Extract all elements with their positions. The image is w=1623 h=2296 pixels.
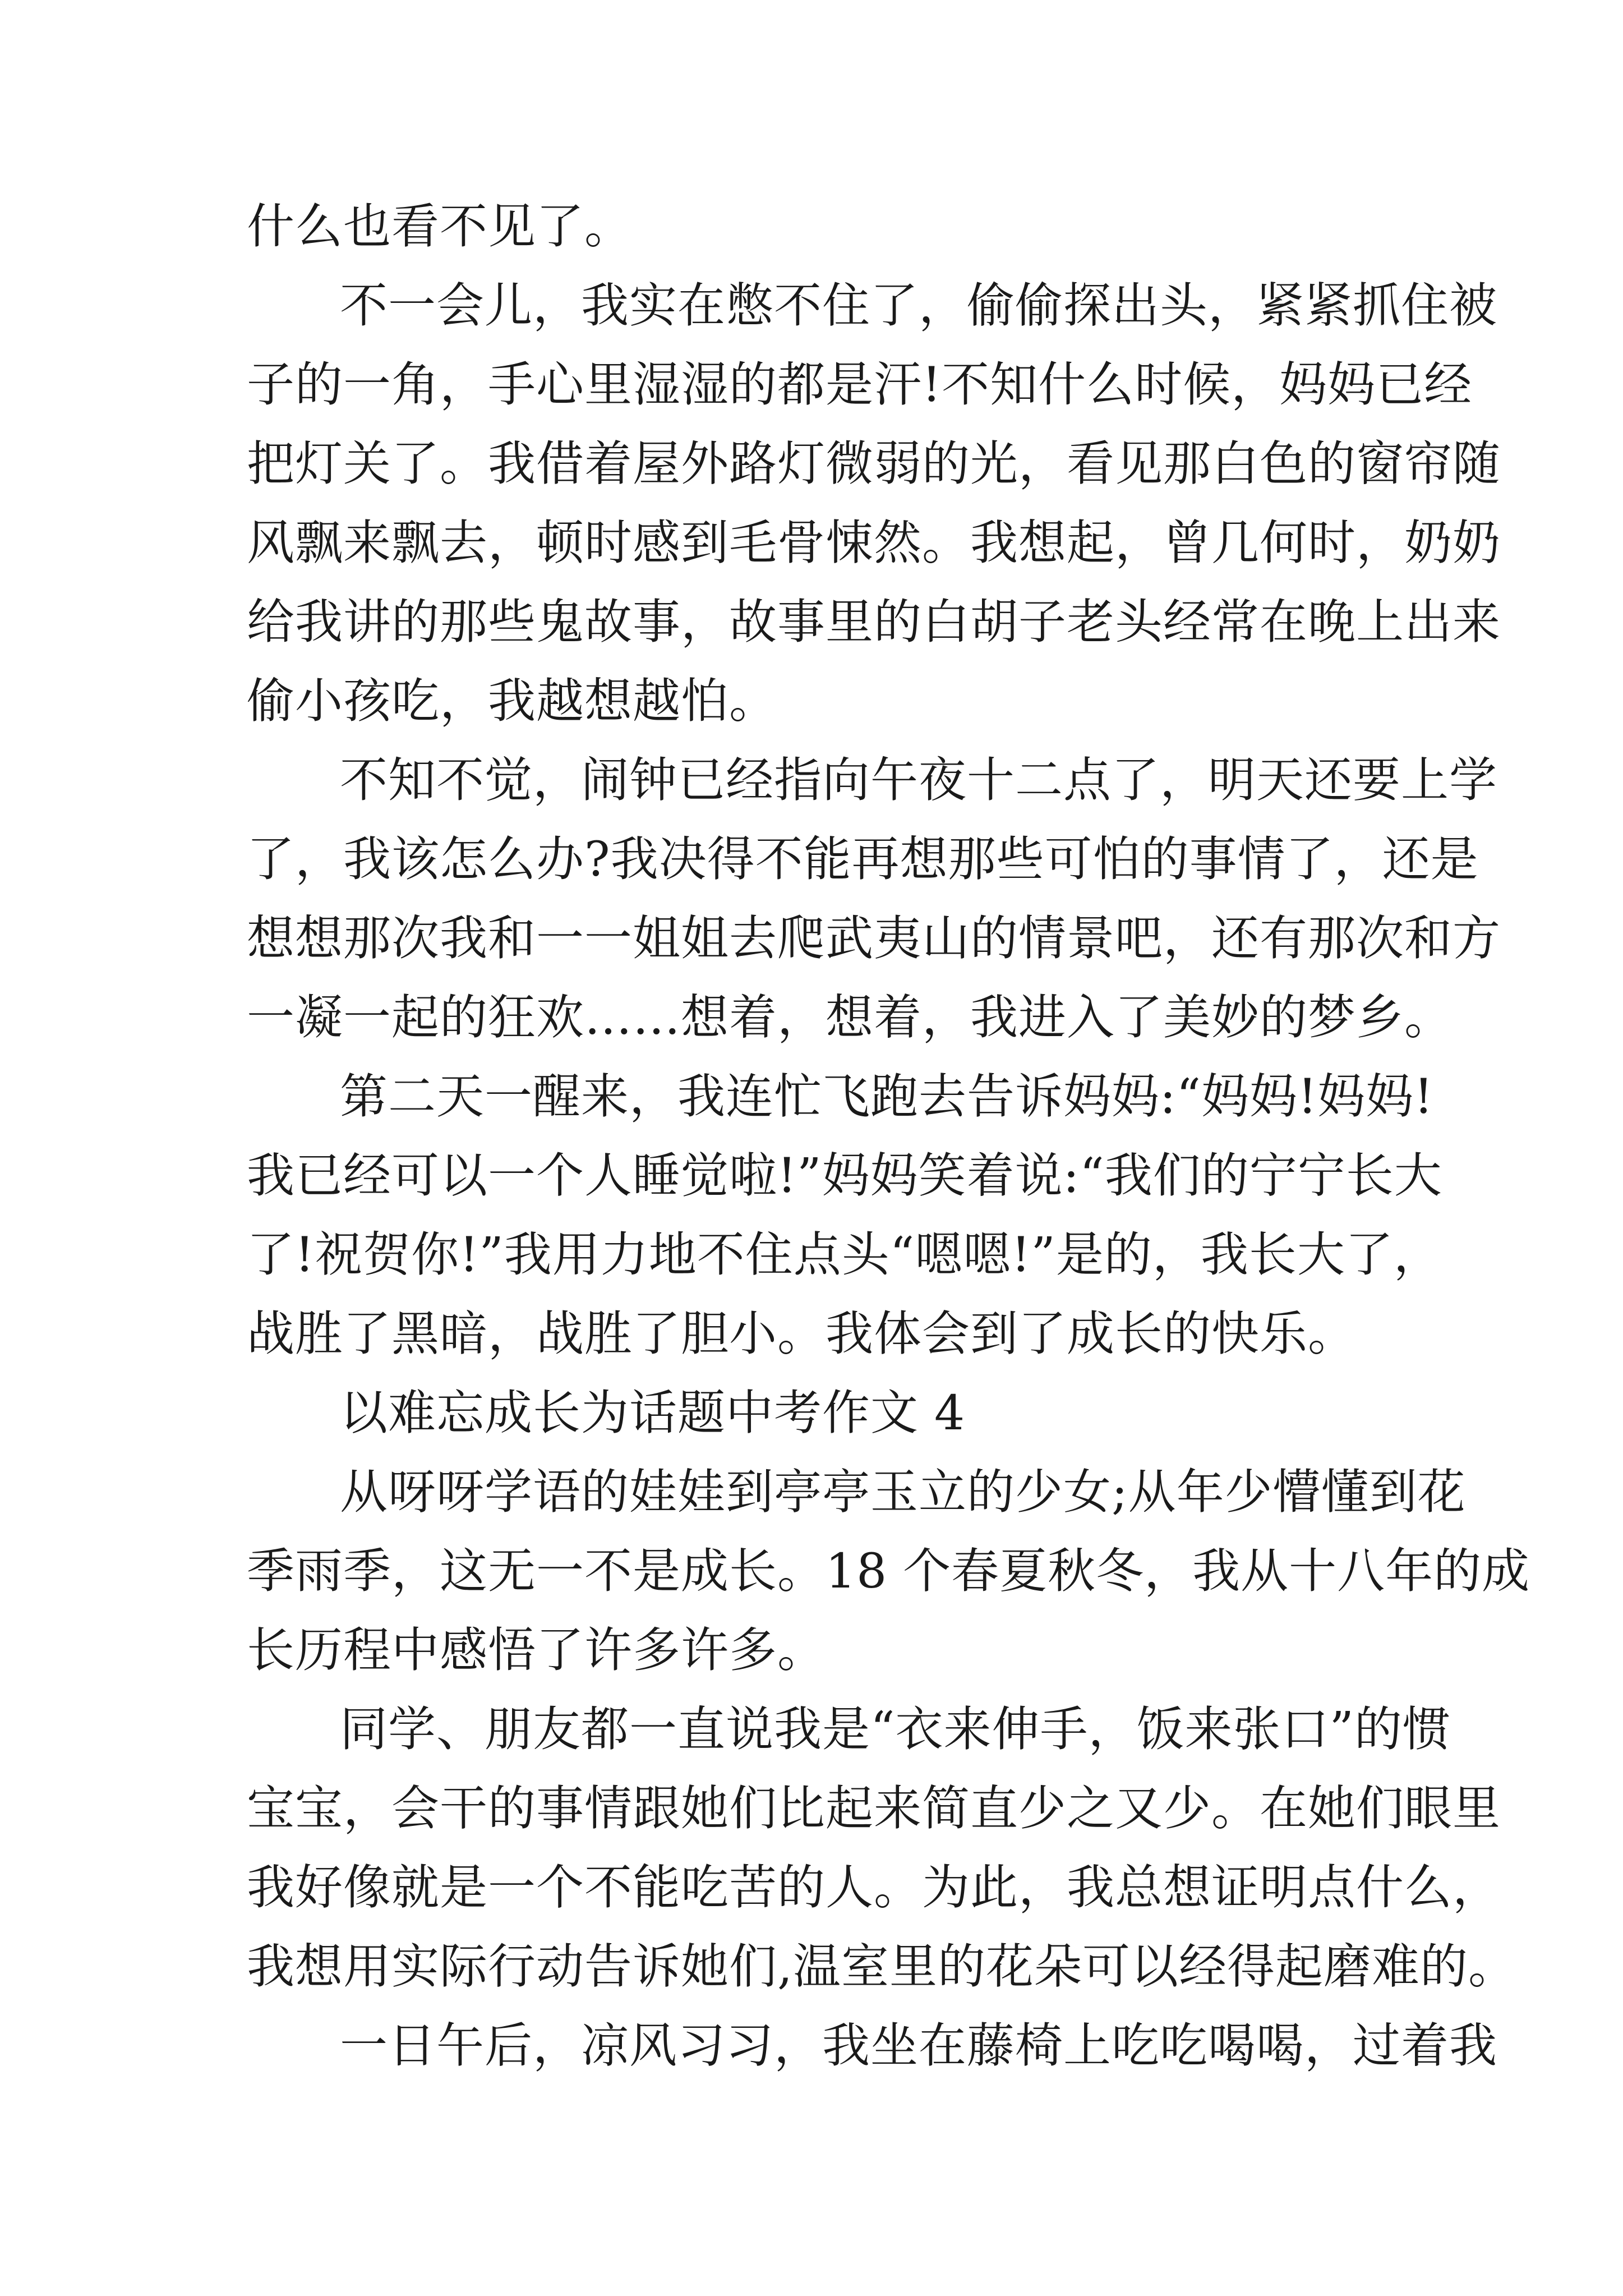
text-line: 了，我该怎么办?我决得不能再想那些可怕的事情了，还是 xyxy=(247,832,1479,887)
text-line: 子的一角，手心里湿湿的都是汗!不知什么时候，妈妈已经 xyxy=(247,357,1473,413)
text-line: 想想那次我和一一姐姐去爬武夷山的情景吧，还有那次和方 xyxy=(247,911,1501,967)
section-heading: 以难忘成长为话题中考作文 4 xyxy=(340,1386,966,1441)
text-line: 风飘来飘去，顿时感到毛骨悚然。我想起，曾几何时，奶奶 xyxy=(247,516,1501,571)
text-line: 不一会儿，我实在憋不住了，偷偷探出头，紧紧抓住被 xyxy=(340,278,1498,334)
text-line: 了!祝贺你!”我用力地不住点头“嗯嗯!”是的，我长大了， xyxy=(247,1227,1442,1283)
text-line: 战胜了黑暗，战胜了胆小。我体会到了成长的快乐。 xyxy=(247,1306,1357,1362)
text-line: 一日午后，凉风习习，我坐在藤椅上吃吃喝喝，过着我 xyxy=(340,2018,1498,2074)
text-line: 给我讲的那些鬼故事，故事里的白胡子老头经常在晚上出来 xyxy=(247,595,1501,650)
text-line: 一凝一起的狂欢……想着，想着，我进入了美妙的梦乡。 xyxy=(247,990,1453,1046)
text-line: 同学、朋友都一直说我是“衣来伸手，饭来张口”的惯 xyxy=(340,1702,1451,1757)
text-line: 季雨季，这无一不是成长。18 个春夏秋冬，我从十八年的成 xyxy=(247,1544,1530,1599)
text-line: 我已经可以一个人睡觉啦!”妈妈笑着说:“我们的宁宁长大 xyxy=(247,1148,1442,1204)
text-line: 偷小孩吃，我越想越怕。 xyxy=(247,674,778,729)
text-line: 我想用实际行动告诉她们,温室里的花朵可以经得起磨难的。 xyxy=(247,1939,1517,1995)
text-line: 我好像就是一个不能吃苦的人。为此，我总想证明点什么， xyxy=(247,1860,1501,1916)
text-line: 不知不觉，闹钟已经指向午夜十二点了，明天还要上学 xyxy=(340,753,1498,808)
text-line: 第二天一醒来，我连忙飞跑去告诉妈妈:“妈妈!妈妈! xyxy=(340,1069,1434,1125)
text-line: 把灯关了。我借着屋外路灯微弱的光，看见那白色的窗帘随 xyxy=(247,436,1501,492)
text-line: 宝宝，会干的事情跟她们比起来简直少之又少。在她们眼里 xyxy=(247,1781,1501,1837)
text-line: 什么也看不见了。 xyxy=(247,199,633,255)
text-line: 长历程中感悟了许多许多。 xyxy=(247,1623,826,1678)
text-line: 从呀呀学语的娃娃到亭亭玉立的少女;从年少懵懂到花 xyxy=(340,1465,1466,1520)
